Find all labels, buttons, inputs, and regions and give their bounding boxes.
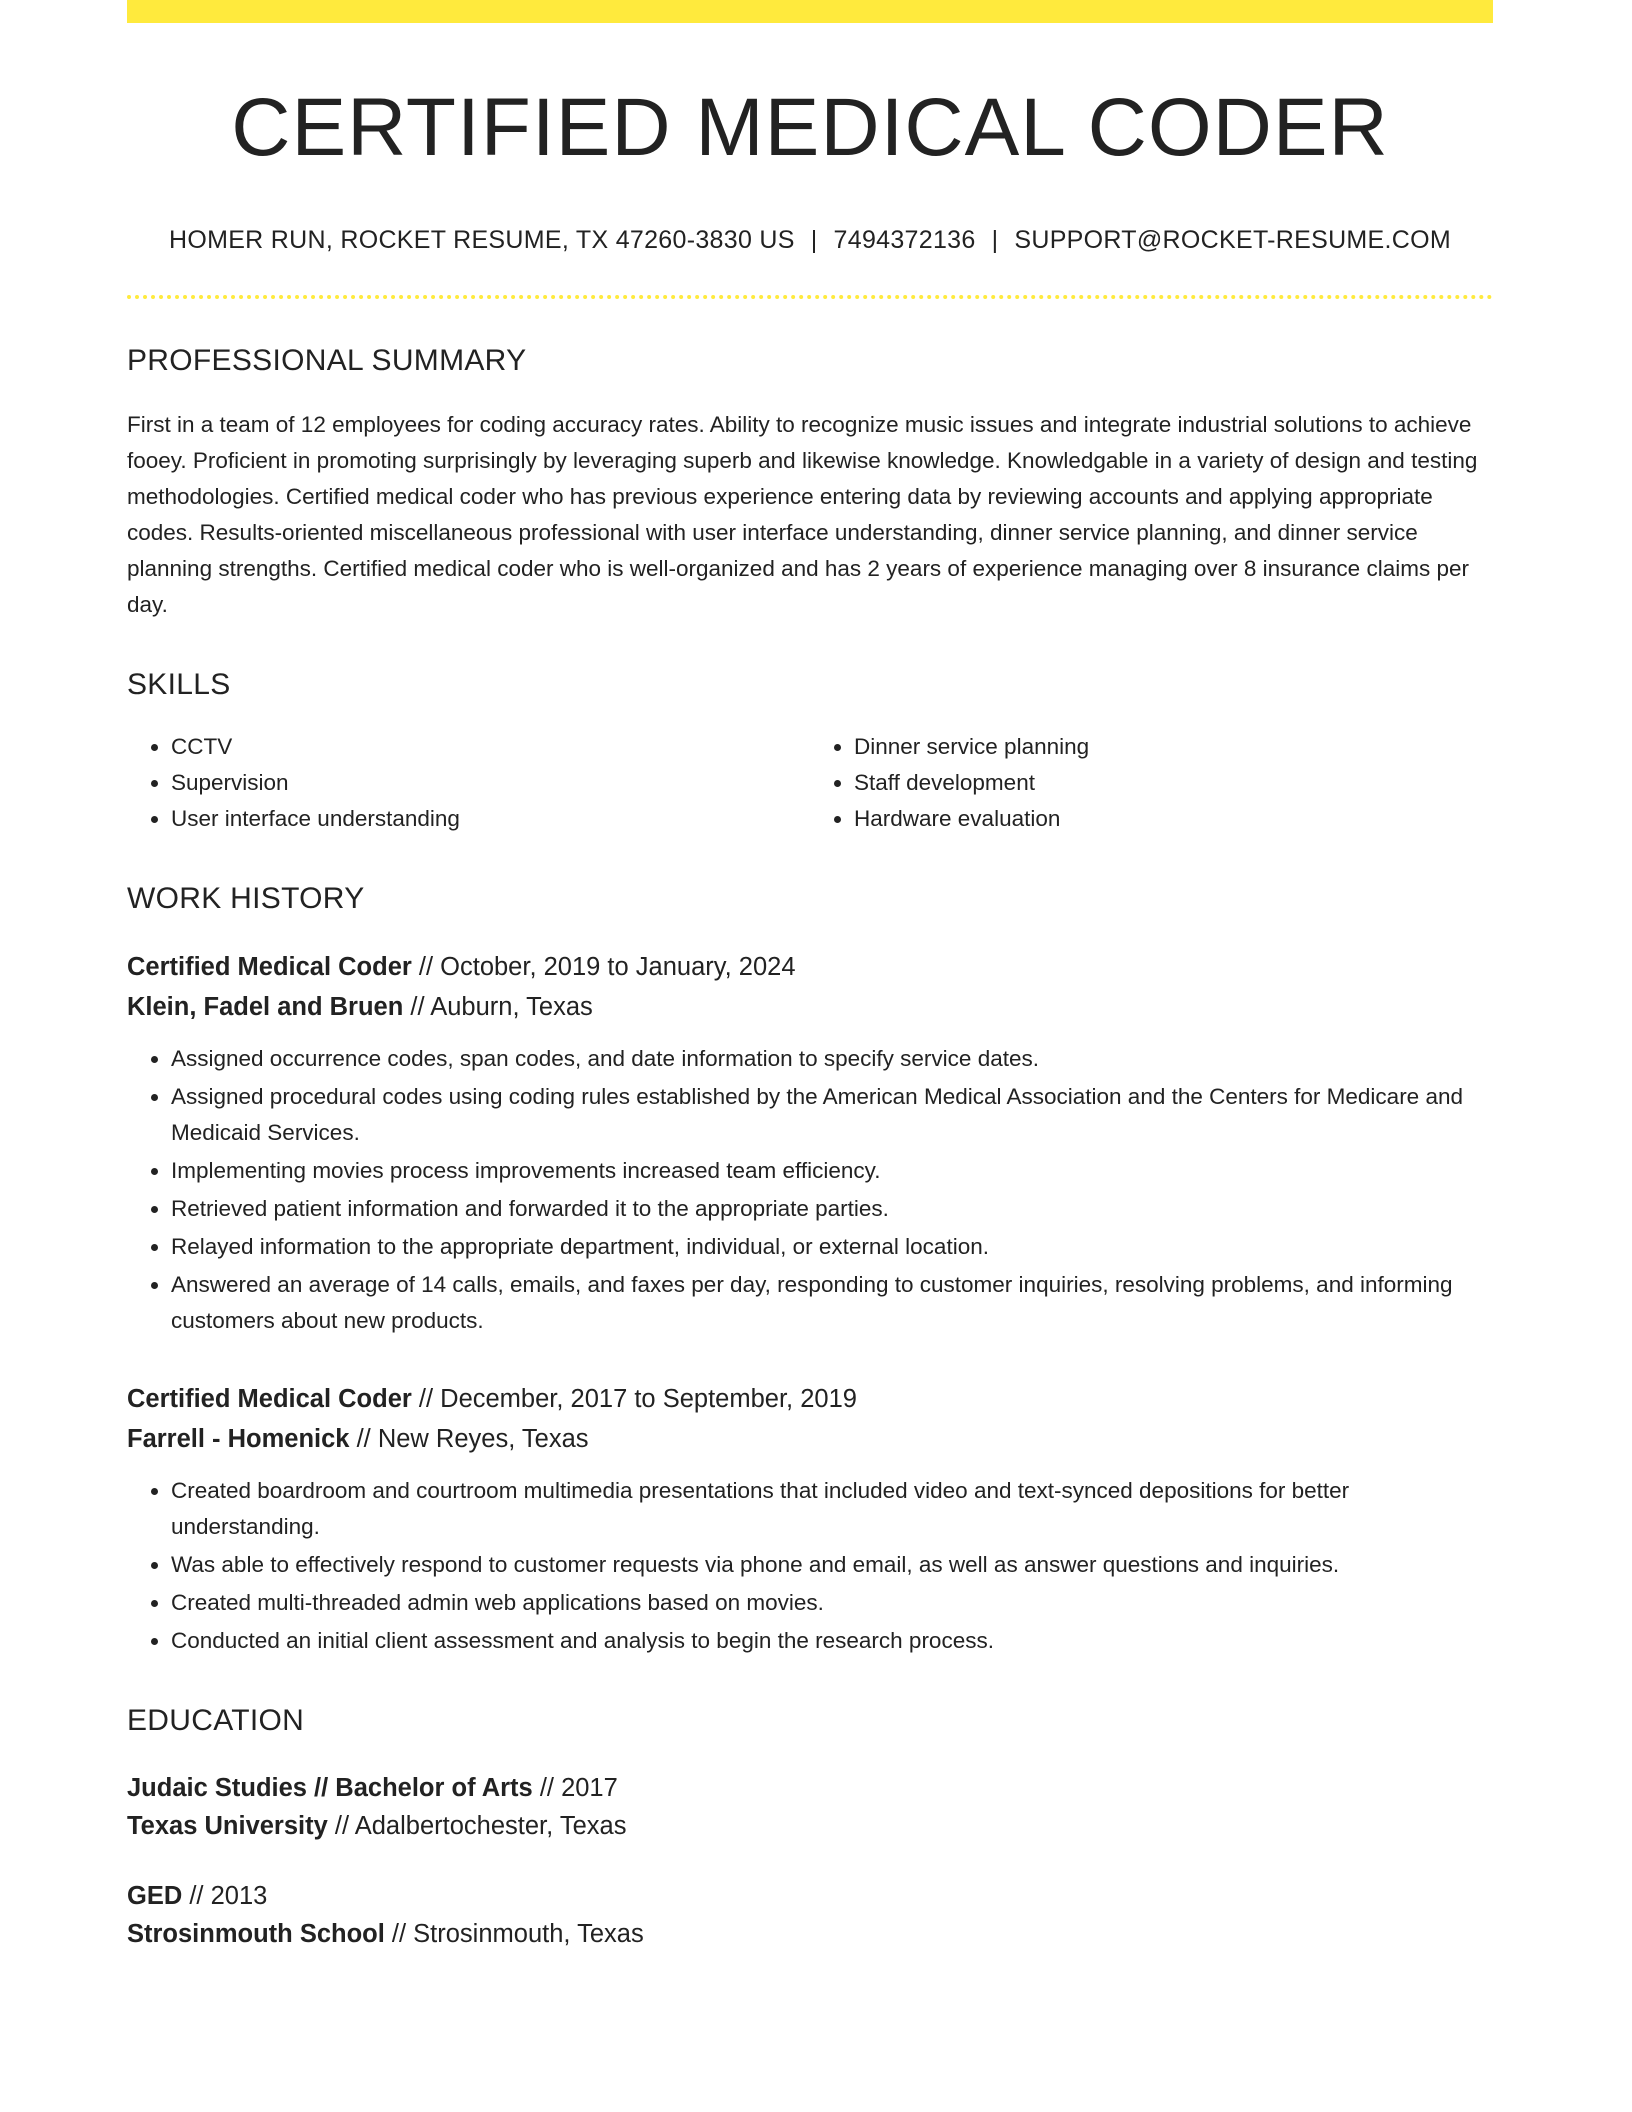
section-title-skills: SKILLS — [127, 668, 231, 702]
education-degree-line — [127, 1877, 1493, 1915]
job-bullet: • Assigned occurrence codes, span codes, and date information to specify service dates. — [171, 1041, 1493, 1077]
job-title: Certified Medical Coder — [127, 1385, 412, 1414]
education-year: // 2013 — [182, 1882, 268, 1911]
education-location: // Strosinmouth, Texas — [384, 1920, 644, 1949]
contact-separator: | — [991, 226, 999, 255]
job-location: // New Reyes, Texas — [349, 1425, 589, 1454]
education-degree: GED — [127, 1882, 183, 1911]
job-entry — [127, 1379, 1493, 1659]
education-school: Strosinmouth School — [127, 1920, 385, 1949]
skill-item: • User interface understanding — [171, 801, 810, 837]
section-title-summary: PROFESSIONAL SUMMARY — [127, 344, 527, 378]
job-company: Klein, Fadel and Bruen — [127, 993, 404, 1022]
education-entry — [127, 1877, 1493, 1953]
education-degree: Judaic Studies // Bachelor of Arts — [127, 1774, 533, 1803]
job-title-line — [127, 947, 1493, 987]
education-school-line — [127, 1915, 1493, 1953]
job-company-line — [127, 1419, 1493, 1459]
job-company: Farrell - Homenick — [127, 1425, 350, 1454]
contact-separator: | — [810, 226, 818, 255]
education-school: Texas University — [127, 1812, 328, 1841]
job-title-line — [127, 1379, 1493, 1419]
job-bullet: • Relayed information to the appropriate department, individual, or external location. — [171, 1229, 1493, 1265]
job-location: // Auburn, Texas — [403, 993, 593, 1022]
job-bullets — [127, 1041, 1493, 1339]
contact-email: SUPPORT@ROCKET-RESUME.COM — [1014, 226, 1452, 255]
contact-address: HOMER RUN, ROCKET RESUME, TX 47260-3830 US — [168, 226, 795, 255]
job-bullet: • Retrieved patient information and forwarded it to the appropriate parties. — [171, 1191, 1493, 1227]
dotted-divider — [127, 295, 1493, 299]
section-title-education: EDUCATION — [127, 1704, 305, 1738]
job-dates: // October, 2019 to January, 2024 — [411, 953, 796, 982]
education-year: // 2017 — [532, 1774, 618, 1803]
job-entry — [127, 947, 1493, 1339]
section-title-work: WORK HISTORY — [127, 882, 365, 916]
job-bullet: • Created boardroom and courtroom multimedia presentations that included video and text-synced depositions for better understanding. — [171, 1473, 1493, 1545]
professional-summary: First in a team of 12 employees for coding accuracy rates. Ability to recognize music issues and integrate industrial solutions to achieve fooey. Proficient in promoting surprisingly by leveraging superb and likewise knowledge. Knowledgable in a variety of design and testing methodologies. Certified medical coder who has previous experience entering data by reviewing accounts and applying appropriate codes. Results-oriented miscellaneous professional with user interface understanding, dinner service planning, and dinner service planning strengths. Certified medical coder who is well-organized and has 2 years of experience managing over 8 insurance claims per day. — [127, 412, 1478, 618]
skill-item: • Hardware evaluation — [854, 801, 1493, 837]
job-dates: // December, 2017 to September, 2019 — [411, 1385, 857, 1414]
resume-page — [127, 0, 1493, 1953]
skills-column-right — [810, 729, 1493, 837]
education-school-line — [127, 1807, 1493, 1845]
skill-item: • Supervision — [171, 765, 810, 801]
resume-name: CERTIFIED MEDICAL CODER — [231, 82, 1389, 173]
skill-item: • CCTV — [171, 729, 810, 765]
education-entry — [127, 1769, 1493, 1845]
job-company-line — [127, 987, 1493, 1027]
job-bullet: • Assigned procedural codes using coding rules established by the American Medical Association and the Centers for Medicare and Medicaid Services. — [171, 1079, 1493, 1151]
job-title: Certified Medical Coder — [127, 953, 412, 982]
contact-phone: 7494372136 — [833, 226, 976, 255]
contact-line — [127, 225, 1493, 255]
job-bullet: • Implementing movies process improvements increased team efficiency. — [171, 1153, 1493, 1189]
education-degree-line — [127, 1769, 1493, 1807]
skills-grid — [127, 729, 1493, 837]
skill-item: • Dinner service planning — [854, 729, 1493, 765]
skill-item: • Staff development — [854, 765, 1493, 801]
job-bullet: • Created multi-threaded admin web applications based on movies. — [171, 1585, 1493, 1621]
job-bullet: • Answered an average of 14 calls, emails, and faxes per day, responding to customer inquiries, resolving problems, and informing customers about new products. — [171, 1267, 1493, 1339]
education-location: // Adalbertochester, Texas — [327, 1812, 627, 1841]
top-accent-bar — [127, 0, 1493, 23]
skills-column-left — [127, 729, 810, 837]
job-bullets — [127, 1473, 1493, 1659]
job-bullet: • Was able to effectively respond to customer requests via phone and email, as well as answer questions and inquiries. — [171, 1547, 1493, 1583]
job-bullet: • Conducted an initial client assessment and analysis to begin the research process. — [171, 1623, 1493, 1659]
